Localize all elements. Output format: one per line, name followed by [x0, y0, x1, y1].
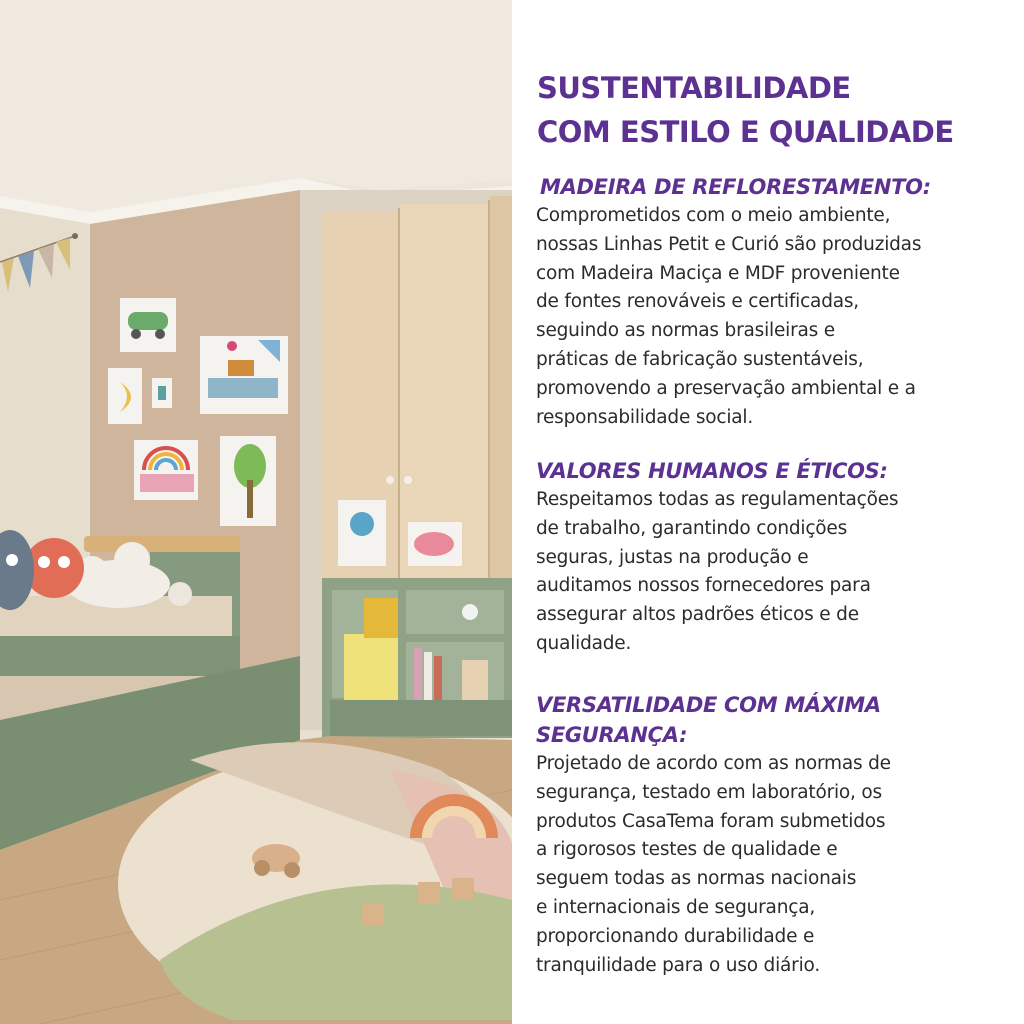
heading-line: MADEIRA DE REFLORESTAMENTO:	[540, 175, 931, 199]
body-line: a rigorosos testes de qualidade e	[536, 839, 838, 861]
page-title	[537, 66, 954, 154]
heading-line: SEGURANÇA:	[536, 723, 688, 747]
body-line: segurança, testado em laboratório, os	[536, 781, 882, 803]
section-heading	[540, 172, 931, 202]
body-line: Projetado de acordo com as normas de	[536, 753, 891, 774]
title-line-1: SUSTENTABILIDADE	[537, 71, 851, 105]
heading-line: VERSATILIDADE COM MÁXIMA	[536, 693, 881, 717]
body-line: seguras, justas na produção e	[536, 546, 809, 568]
section-valores	[536, 456, 898, 659]
body-line: práticas de fabricação sustentáveis,	[536, 348, 864, 370]
body-line: com Madeira Maciça e MDF proveniente	[536, 262, 900, 284]
section-versatilidade	[536, 690, 891, 980]
section-body	[536, 750, 891, 980]
body-line: assegurar altos padrões éticos e de	[536, 604, 859, 626]
body-line: proporcionando durabilidade e	[536, 925, 815, 947]
section-body	[536, 486, 898, 659]
section-heading	[536, 690, 891, 750]
body-line: e internacionais de segurança,	[536, 896, 816, 918]
title-line-2: COM ESTILO E QUALIDADE	[537, 115, 954, 149]
heading-line: VALORES HUMANOS E ÉTICOS:	[536, 459, 888, 483]
text-panel	[512, 0, 1024, 1024]
body-line: de fontes renováveis e certificadas,	[536, 291, 859, 313]
body-line: nossas Linhas Petit e Curió são produzidas	[536, 233, 922, 255]
body-line: seguem todas as normas nacionais	[536, 868, 857, 890]
body-line: responsabilidade social.	[536, 406, 754, 428]
wardrobe	[322, 196, 512, 738]
body-line: seguindo as normas brasileiras e	[536, 320, 835, 342]
section-body	[536, 202, 931, 432]
section-madeira	[536, 172, 931, 432]
body-line: produtos CasaTema foram submetidos	[536, 810, 886, 832]
body-line: qualidade.	[536, 632, 632, 654]
body-line: promovendo a preservação ambiental e a	[536, 377, 916, 399]
body-line: tranquilidade para o uso diário.	[536, 954, 820, 976]
body-line: auditamos nossos fornecedores para	[536, 575, 871, 597]
body-line: Respeitamos todas as regulamentações	[536, 489, 899, 510]
body-line: Comprometidos com o meio ambiente,	[536, 205, 891, 226]
body-line: de trabalho, garantindo condições	[536, 517, 848, 539]
section-heading	[536, 456, 898, 486]
